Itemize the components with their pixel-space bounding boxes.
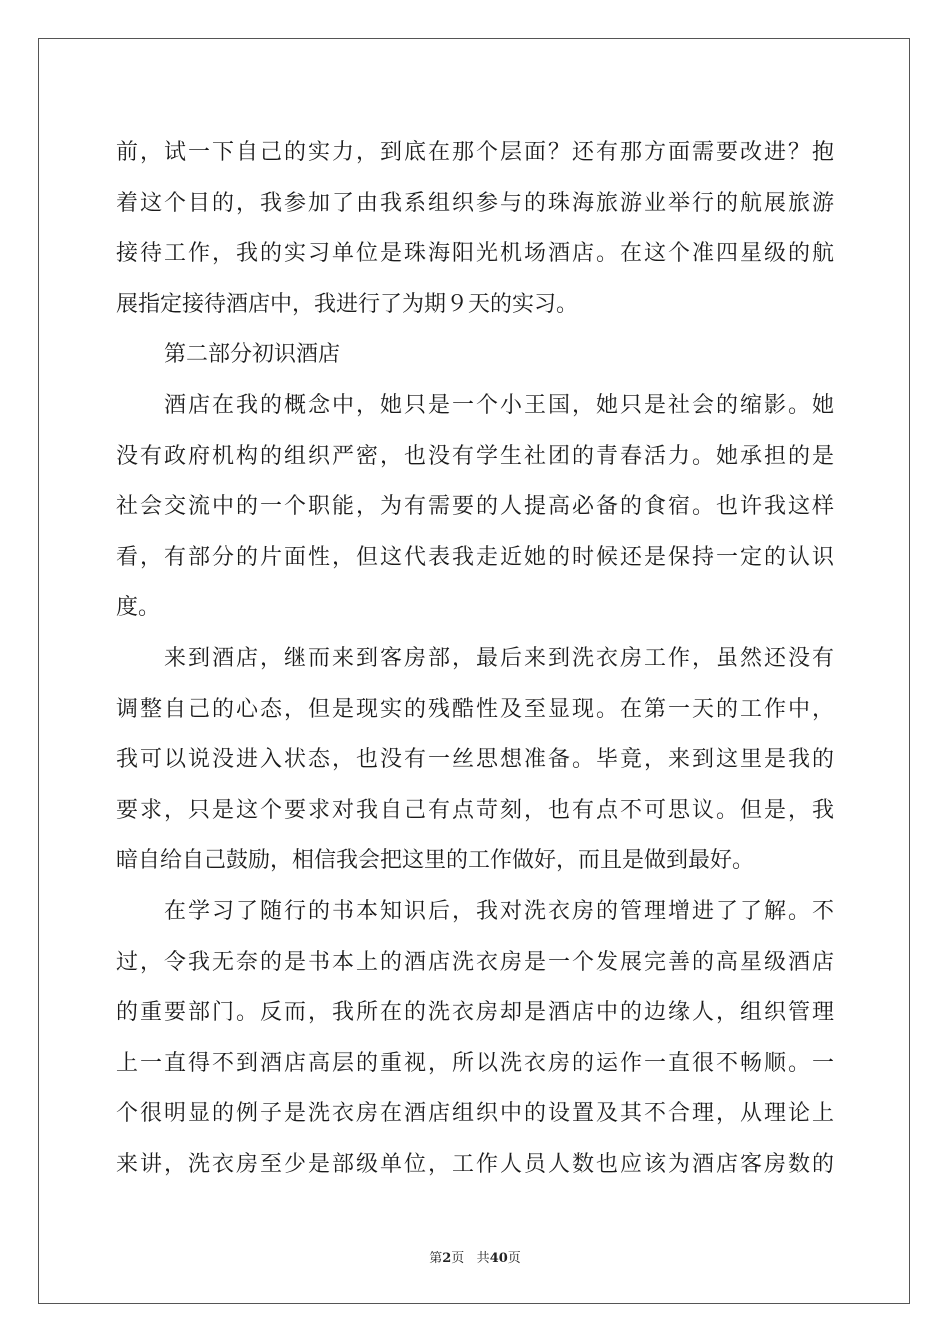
- footer-page-suffix: 页: [451, 1251, 465, 1266]
- footer-total-pages: 40: [489, 1251, 508, 1266]
- footer-total-prefix: 共: [476, 1251, 490, 1266]
- text-line: 过，令我无奈的是书本上的酒店洗衣房是一个发展完善的高星级酒店: [116, 949, 834, 975]
- text-line: 上一直得不到酒店高层的重视，所以洗衣房的运作一直很不畅顺。一: [116, 1050, 834, 1076]
- text-line: 来到酒店，继而来到客房部，最后来到洗衣房工作，虽然还没有: [164, 645, 834, 671]
- text-line: 看，有部分的片面性，但这代表我走近她的时候还是保持一定的认识: [116, 544, 834, 570]
- text-line: 接待工作，我的实习单位是珠海阳光机场酒店。在这个准四星级的航: [116, 241, 834, 267]
- text-line: 调整自己的心态，但是现实的残酷性及至显现。在第一天的工作中，: [116, 696, 834, 722]
- footer-page-number: 2: [442, 1251, 452, 1266]
- document-body: [116, 128, 834, 1190]
- text-line: 来讲，洗衣房至少是部级单位，工作人员人数也应该为酒店客房数的: [116, 1151, 834, 1177]
- text-line: 社会交流中的一个职能，为有需要的人提高必备的食宿。也许我这样: [116, 494, 834, 520]
- text-line: 第二部分初识酒店: [164, 342, 341, 368]
- text-line: 前，试一下自己的实力，到底在那个层面？还有那方面需要改进？抱: [116, 140, 834, 165]
- text-line: 暗自给自己鼓励，相信我会把这里的工作做好，而且是做到最好。: [116, 848, 755, 874]
- text-line: 展指定接待酒店中，我进行了为期９天的实习。: [116, 291, 579, 317]
- page-footer: [0, 1247, 950, 1266]
- footer-total-suffix: 页: [507, 1251, 521, 1266]
- text-line: 酒店在我的概念中，她只是一个小王国，她只是社会的缩影。她: [164, 392, 834, 418]
- footer-prefix: 第: [429, 1251, 443, 1266]
- text-line: 度。: [116, 595, 161, 621]
- text-line: 在学习了随行的书本知识后，我对洗衣房的管理增进了了解。不: [164, 898, 834, 924]
- text-line: 要求，只是这个要求对我自己有点苛刻，也有点不可思议。但是，我: [116, 797, 834, 823]
- text-line: 的重要部门。反而，我所在的洗衣房却是酒店中的边缘人，组织管理: [116, 1000, 834, 1026]
- text-line: 个很明显的例子是洗衣房在酒店组织中的设置及其不合理，从理论上: [116, 1101, 834, 1127]
- text-line: 没有政府机构的组织严密，也没有学生社团的青春活力。她承担的是: [116, 443, 834, 469]
- text-line: 我可以说没进入状态，也没有一丝思想准备。毕竟，来到这里是我的: [116, 747, 834, 773]
- text-line: 着这个目的，我参加了由我系组织参与的珠海旅游业举行的航展旅游: [116, 190, 834, 216]
